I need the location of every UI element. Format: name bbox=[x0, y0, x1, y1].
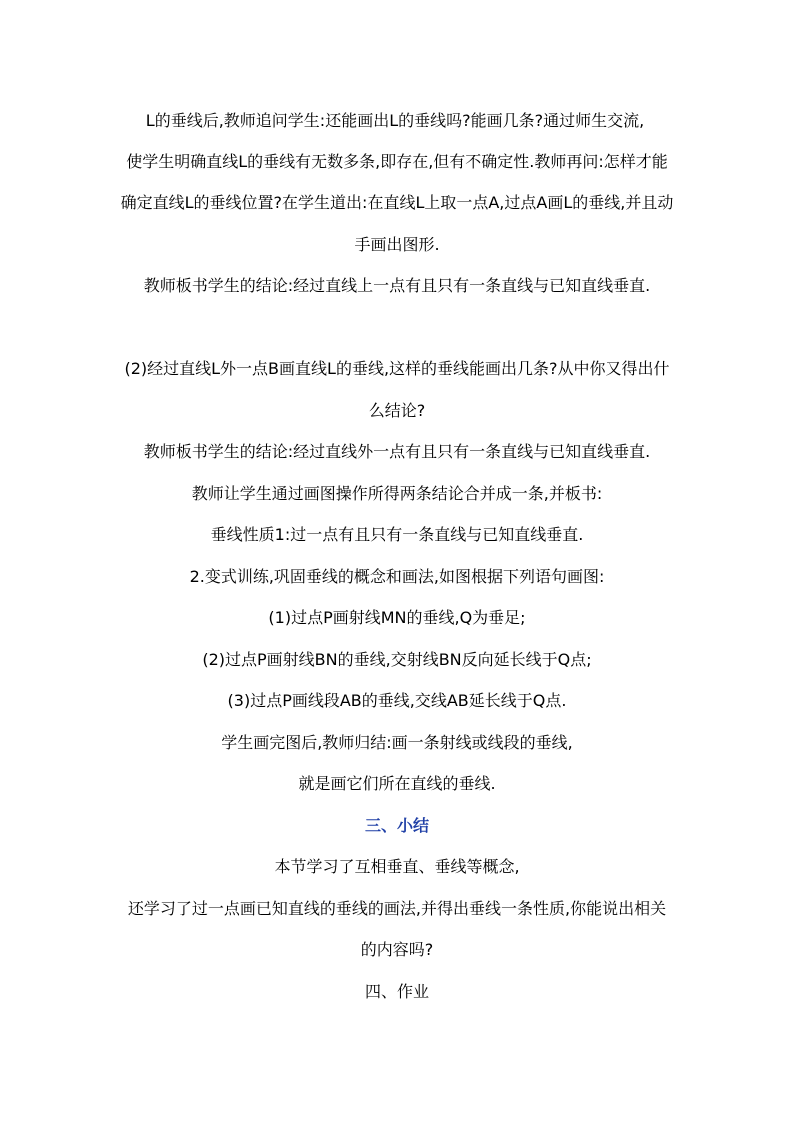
text-line-1: L的垂线后,教师追问学生:还能画出L的垂线吗?能画几条?通过师生交流, bbox=[145, 111, 645, 130]
text-line-14: (3)过点P画线段AB的垂线,交线AB延长线于Q点. bbox=[227, 691, 567, 710]
summary-line-3: 的内容吗? bbox=[360, 940, 434, 959]
text-line-11: 2.变式训练,巩固垂线的概念和画法,如图根据下列语句画图: bbox=[189, 567, 605, 586]
text-line-16: 就是画它们所在直线的垂线. bbox=[298, 774, 496, 793]
text-line-3: 确定直线L的垂线位置?在学生道出:在直线L上取一点A,过点A画L的垂线,并且动 bbox=[120, 193, 674, 212]
section-heading-summary: 三、小结 bbox=[364, 816, 429, 835]
text-line-2: 使学生明确直线L的垂线有无数多条,即存在,但有不确定性.教师再问:怎样才能 bbox=[126, 152, 668, 171]
text-line-5: 教师板书学生的结论:经过直线上一点有且只有一条直线与已知直线垂直. bbox=[143, 276, 651, 295]
text-line-15: 学生画完图后,教师归结:画一条射线或线段的垂线, bbox=[221, 733, 573, 752]
text-line-9: 教师让学生通过画图操作所得两条结论合并成一条,并板书: bbox=[191, 484, 603, 503]
text-line-10: 垂线性质1:过一点有且只有一条直线与已知直线垂直. bbox=[210, 525, 584, 544]
text-line-8: 教师板书学生的结论:经过直线外一点有且只有一条直线与已知直线垂直. bbox=[143, 442, 651, 461]
text-line-4: 手画出图形. bbox=[354, 235, 440, 254]
text-line-12: (1)过点P画射线MN的垂线,Q为垂足; bbox=[268, 608, 526, 627]
text-line-7: 么结论? bbox=[368, 401, 426, 420]
text-line-13: (2)过点P画射线BN的垂线,交射线BN反向延长线于Q点; bbox=[202, 650, 592, 669]
summary-line-1: 本节学习了互相垂直、垂线等概念, bbox=[274, 857, 520, 876]
summary-line-2: 还学习了过一点画已知直线的垂线的画法,并得出垂线一条性质,你能说出相关 bbox=[127, 899, 667, 918]
section-heading-homework: 四、作业 bbox=[364, 982, 429, 1001]
text-line-6: (2)经过直线L外一点B画直线L的垂线,这样的垂线能画出几条?从中你又得出什 bbox=[124, 359, 670, 378]
